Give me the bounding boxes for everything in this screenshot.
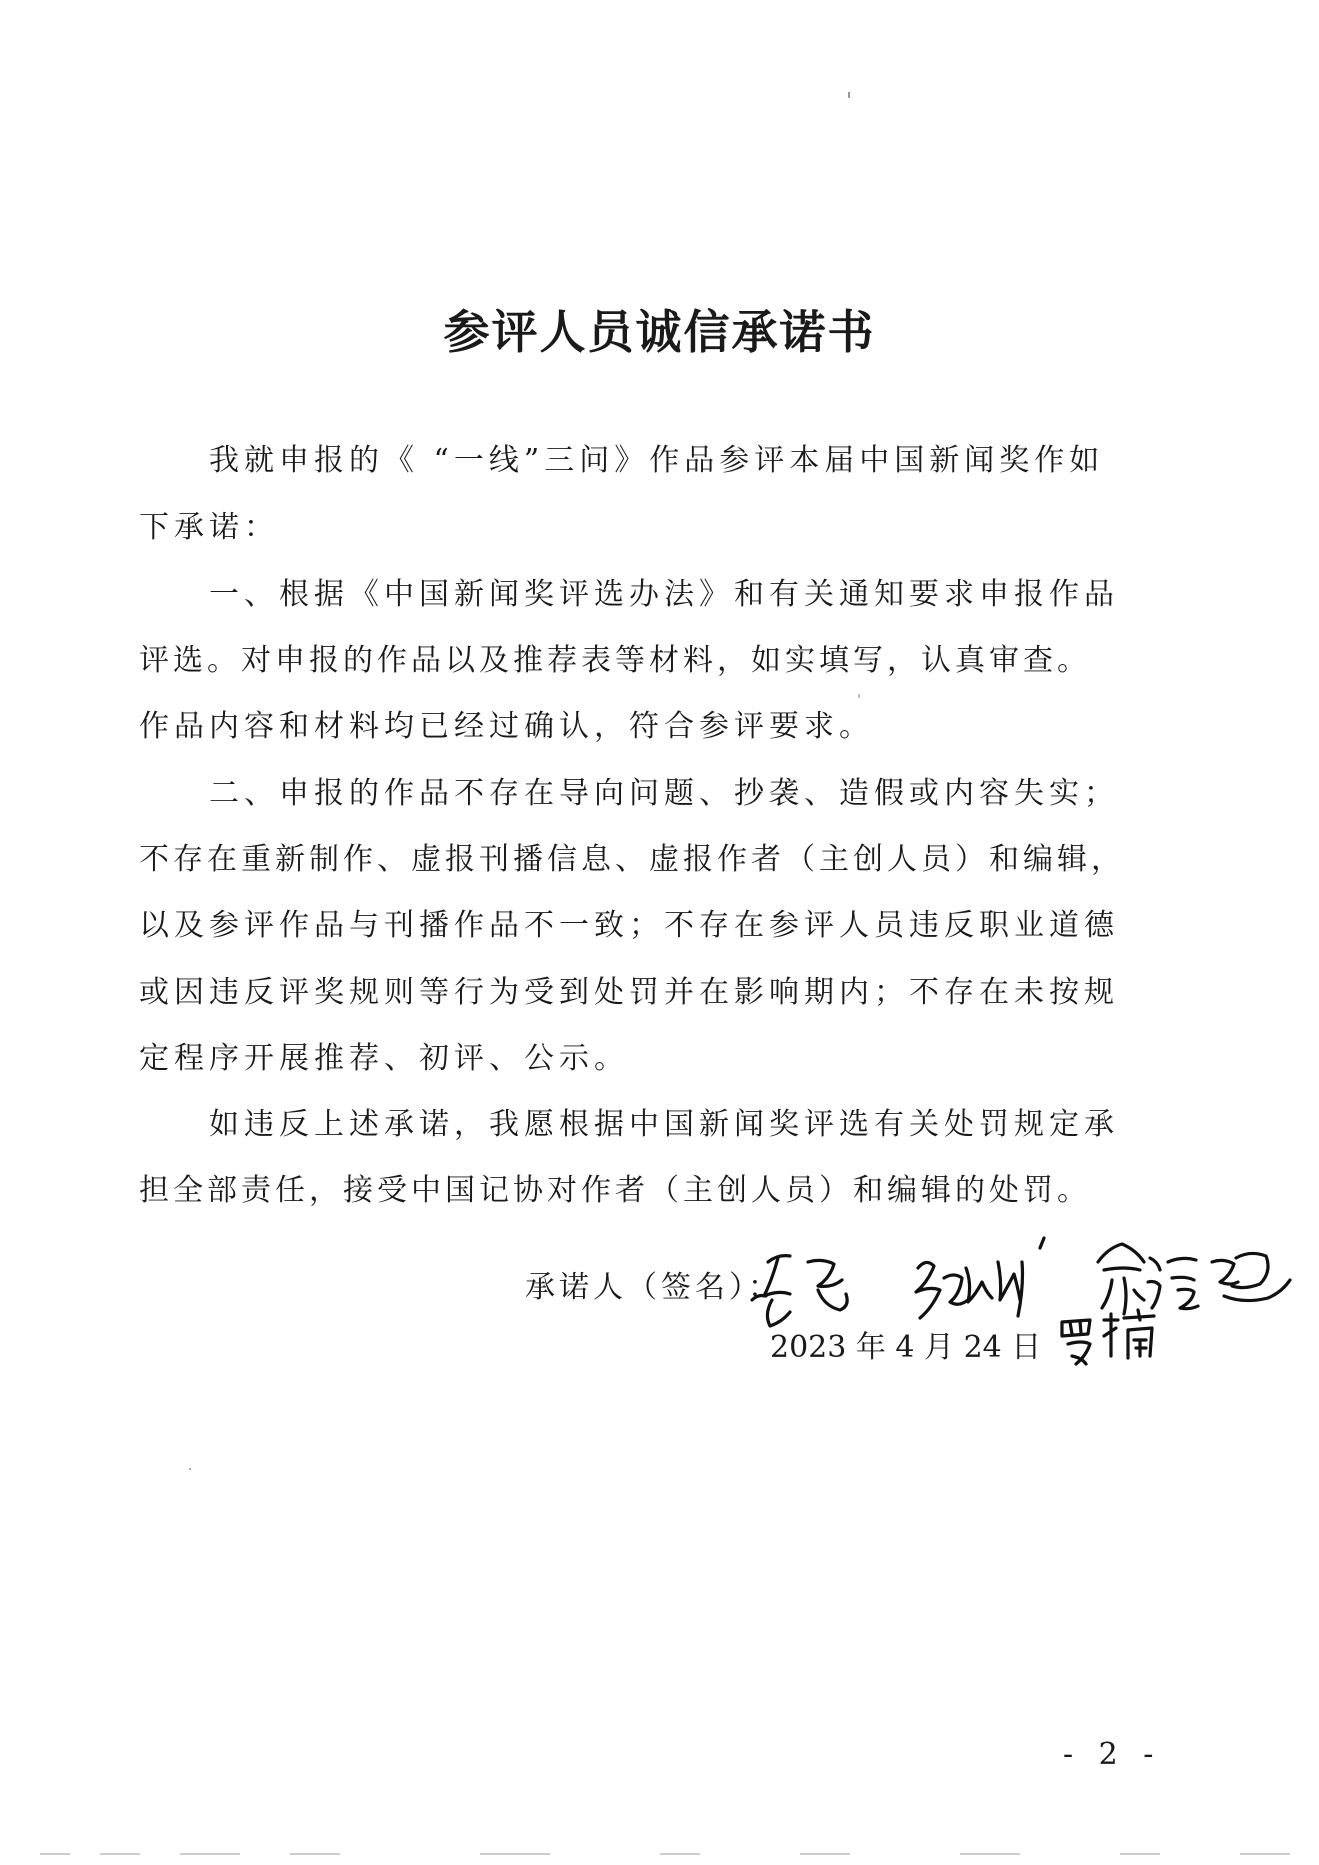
paragraph-one-line-3: 作品内容和材料均已经过确认，符合参评要求。: [139, 709, 874, 744]
handwritten-signature-3: [1098, 1244, 1290, 1314]
paragraph-closing-line-1: 如违反上述承诺，我愿根据中国新闻奖评选有关处罚规定承: [209, 1107, 1119, 1142]
page-number: - 2 -: [1063, 1737, 1162, 1772]
handwritten-signature-2: [916, 1238, 1044, 1318]
paragraph-one-line-1: 一、根据《中国新闻奖评选办法》和有关通知要求申报作品: [209, 577, 1119, 612]
paragraph-two-line-3: 以及参评作品与刊播作品不一致；不存在参评人员违反职业道德: [139, 908, 1119, 943]
document-title: 参评人员诚信承诺书: [443, 305, 876, 359]
signing-date: 2023 年 4 月 24 日: [770, 1330, 1042, 1365]
paragraph-one-line-2: 评选。对申报的作品以及推荐表等材料，如实填写，认真审查。: [139, 643, 1091, 678]
paragraph-intro-line-1: 我就申报的《 “一线”三问》作品参评本届中国新闻奖作如: [209, 443, 1105, 478]
handwritten-signature-4: [1062, 1310, 1154, 1364]
signature-label: 承诺人（签名）：: [525, 1270, 782, 1305]
paragraph-intro-line-2: 下承诺：: [139, 510, 279, 545]
paragraph-closing-line-2: 担全部责任，接受中国记协对作者（主创人员）和编辑的处罚。: [139, 1173, 1091, 1208]
paragraph-two-line-4: 或因违反评奖规则等行为受到处罚并在影响期内；不存在未按规: [139, 975, 1119, 1010]
paragraph-two-line-2: 不存在重新制作、虚报刊播信息、虚报作者（主创人员）和编辑，: [139, 842, 1125, 877]
paragraph-two-line-5: 定程序开展推荐、初评、公示。: [139, 1041, 629, 1076]
paragraph-two-line-1: 二、申报的作品不存在导向问题、抄袭、造假或内容失实；: [209, 776, 1119, 811]
